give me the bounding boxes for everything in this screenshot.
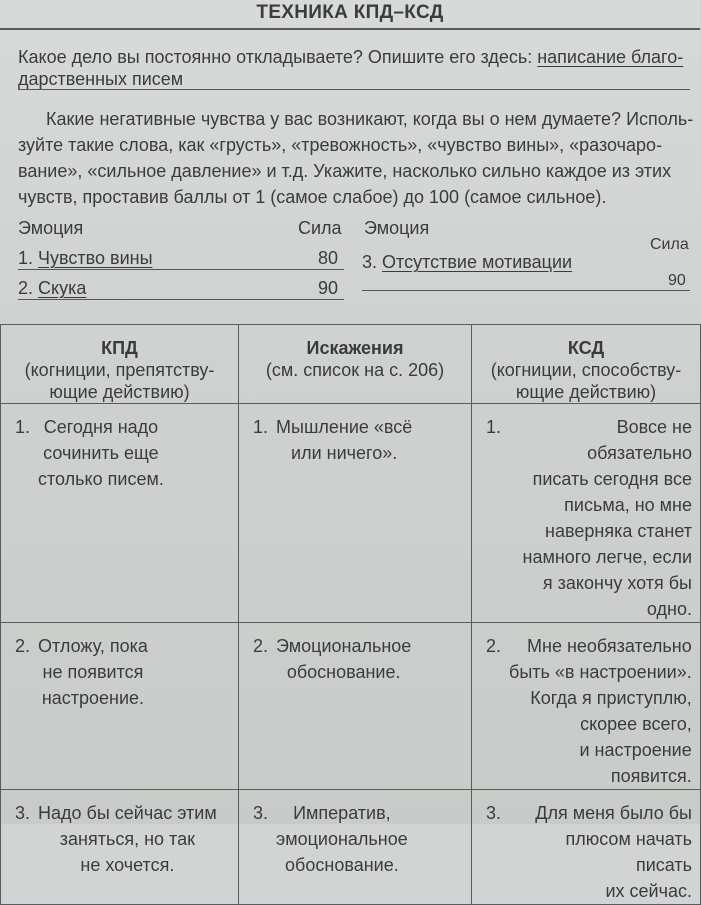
header-ksd-title: КСД — [567, 338, 605, 358]
table-cell-ksd — [472, 623, 701, 790]
cell-text: Императив, эмоциональное обоснование. — [276, 803, 408, 875]
cell-text: Мне необязательно быть «в настроении». Когда я приступлю, скорее всего, и настроение появится. — [509, 636, 692, 786]
page-title: ТЕХНИКА КПД–КСД — [256, 2, 444, 23]
cell-number: 3. — [486, 803, 502, 823]
header-kpd-subtitle: (когниции, препятству- ющие действию) — [24, 360, 215, 402]
table-cell-distortion — [239, 623, 472, 790]
cell-number: 2. — [15, 636, 31, 656]
cell-number: 3. — [253, 803, 269, 823]
box-top-border — [0, 28, 700, 30]
feelings-prompt-line4: чувств, проставив баллы от 1 (самое слабое) до 100 (самое сильное). — [18, 187, 607, 207]
table-cell-kpd — [1, 404, 239, 623]
cell-number: 1. — [486, 417, 502, 437]
cell-text: Сегодня надо сочинить еще столько писем. — [38, 417, 164, 489]
rating-emotion: Чувство вины — [38, 248, 153, 268]
rating-strength-1: 80 — [318, 248, 339, 268]
rating-underline-2 — [18, 299, 344, 300]
cell-text: Вовсе не обязательно писать сегодня все письма, но мне наверняка станет намного легче, если я закончу хотя бы одно. — [522, 417, 692, 619]
table-cell-ksd — [472, 404, 701, 623]
cognitions-table — [0, 324, 701, 905]
rating-strength-2: 90 — [318, 278, 339, 298]
cell-text: Надо бы сейчас этим заняться, но так не хочется. — [38, 803, 217, 875]
cell-text: Отложу, пока не появится настроение. — [38, 636, 148, 708]
rating-item-1 — [18, 248, 153, 269]
cell-number: 3. — [15, 803, 31, 823]
header-ksd-subtitle: (когниции, способству- ющие действию) — [490, 360, 682, 402]
feelings-prompt-line3: вание», «сильное давление» и т.д. Укажите, насколько сильно каждое из этих — [18, 161, 672, 181]
cell-text: Для меня было бы плюсом начать писать их сейчас. — [535, 803, 692, 901]
feelings-prompt-line2: зуйте такие слова, как «грусть», «тревожность», «чувство вины», «разочаро- — [18, 135, 663, 155]
ratings-col-emotion-2: Эмоция — [364, 218, 430, 238]
ratings-col-strength-1: Сила — [298, 218, 342, 238]
task-question: Какое дело вы постоянно откладываете? Опишите его здесь: — [18, 47, 533, 67]
cell-number: 2. — [253, 636, 269, 656]
header-ksd — [472, 325, 701, 404]
table-cell-distortion — [239, 404, 472, 623]
ratings-col-strength-2: Сила — [650, 236, 689, 253]
rating-num: 1. — [18, 248, 34, 268]
rating-strength-3: 90 — [668, 272, 686, 289]
table-row — [1, 623, 701, 790]
rating-item-2 — [18, 278, 86, 299]
task-answer-part1: написание благо- — [537, 47, 684, 67]
rating-item-3 — [362, 252, 572, 273]
rating-underline-3 — [362, 290, 690, 291]
rating-emotion: Скука — [38, 278, 87, 298]
cell-text: Эмоциональное обоснование. — [276, 636, 412, 682]
rating-num: 2. — [18, 278, 34, 298]
answer-underline — [18, 89, 690, 90]
header-kpd-title: КПД — [101, 338, 138, 358]
cell-text: Мышление «всё или ничего». — [276, 417, 413, 463]
table-row — [1, 404, 701, 623]
table-header-row — [1, 325, 701, 404]
cell-number: 1. — [15, 417, 31, 437]
task-answer-part2: дарственных писем — [18, 69, 184, 89]
table-cell-kpd — [1, 790, 239, 905]
ratings-col-emotion-1: Эмоция — [18, 218, 84, 238]
rating-underline-1 — [18, 269, 344, 270]
rating-num: 3. — [362, 252, 378, 272]
header-distortions-title: Искажения — [306, 338, 404, 358]
rating-emotion: Отсутствие мотивации — [382, 252, 573, 272]
table-row — [1, 790, 701, 905]
feelings-prompt-line1: Какие негативные чувства у вас возникают, когда вы о нем думаете? Исполь- — [46, 109, 694, 129]
header-kpd — [1, 325, 239, 404]
table-cell-ksd — [472, 790, 701, 905]
table-cell-kpd — [1, 623, 239, 790]
table-cell-distortion — [239, 790, 472, 905]
header-distortions — [239, 325, 472, 404]
cell-number: 2. — [486, 636, 502, 656]
header-distortions-subtitle: (см. список на с. 206) — [265, 360, 445, 380]
cell-number: 1. — [253, 417, 269, 437]
